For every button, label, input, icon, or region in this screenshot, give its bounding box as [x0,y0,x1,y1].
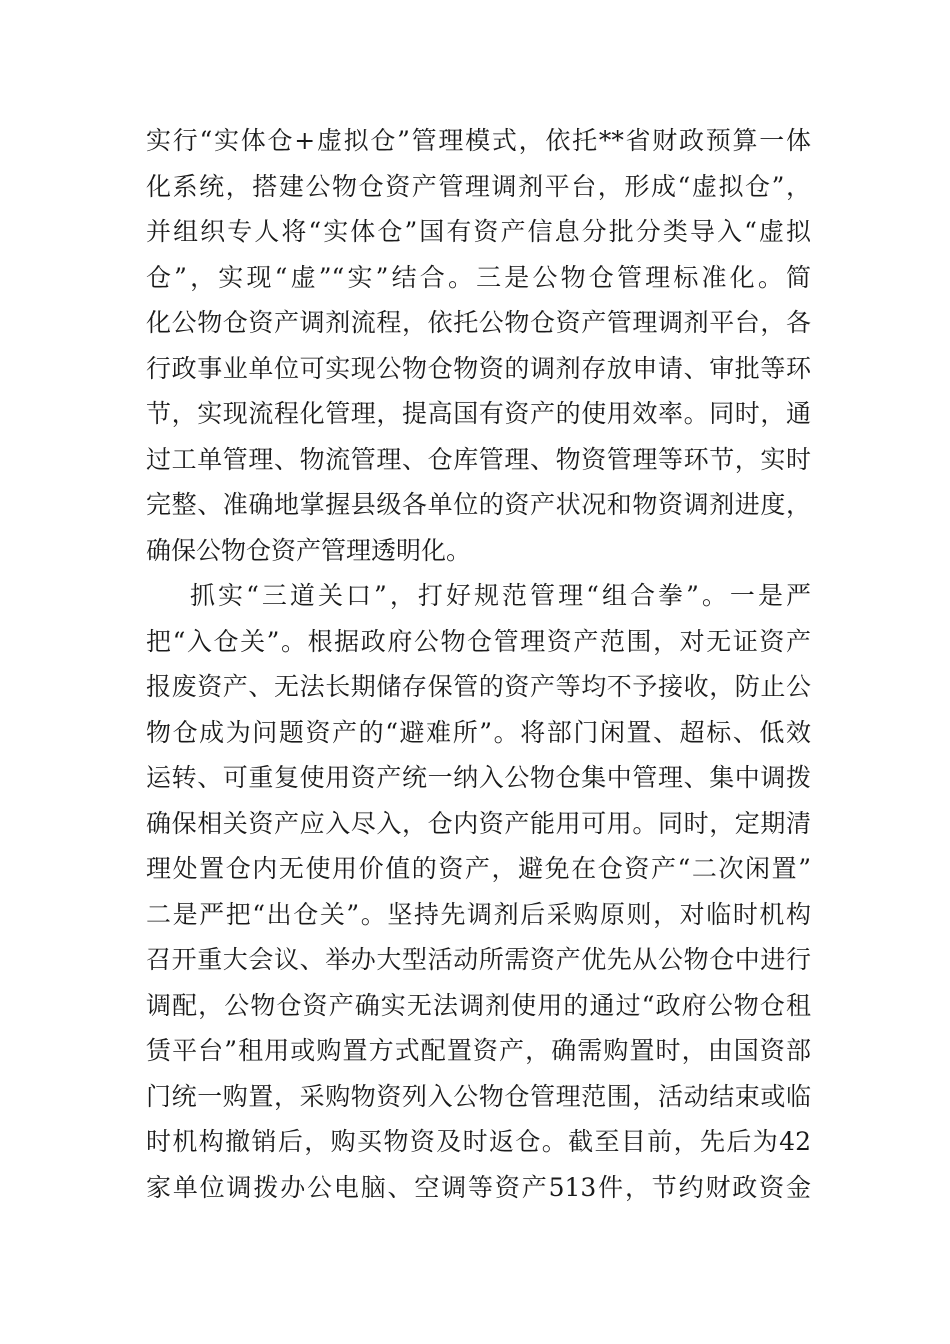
body-text [146,118,811,1210]
text-line: 时机构撤销后，购买物资及时返仓。截至目前，先后为42 [146,1127,811,1156]
text-line: 理处置仓内无使用价值的资产，避免在仓资产“二次闲置” [146,854,811,883]
text-line: 门统一购置，采购物资列入公物仓管理范围，活动结束或临 [146,1081,811,1111]
text-line: 物仓成为问题资产的“避难所”。将部门闲置、超标、低效 [146,717,811,747]
text-line: 仓”，实现“虚”“实”结合。三是公物仓管理标准化。简 [146,262,811,292]
paragraph-end-line: 确保公物仓资产管理透明化。 [146,535,472,565]
text-line: 把“入仓关”。根据政府公物仓管理资产范围，对无证资产 [146,626,811,656]
text-line: 赁平台”租用或购置方式配置资产，确需购置时，由国资部 [146,1036,811,1065]
text-line: 并组织专人将“实体仓”国有资产信息分批分类导入“虚拟 [146,217,811,246]
text-line: 过工单管理、物流管理、仓库管理、物资管理等环节，实时 [146,444,811,474]
text-line: 召开重大会议、举办大型活动所需资产优先从公物仓中进行 [146,945,811,974]
text-line: 节，实现流程化管理，提高国有资产的使用效率。同时，通 [146,399,811,428]
text-line: 运转、可重复使用资产统一纳入公物仓集中管理、集中调拨 [146,763,811,792]
text-line: 二是严把“出仓关”。坚持先调剂后采购原则，对临时机构 [146,899,811,929]
text-line: 行政事业单位可实现公物仓物资的调剂存放申请、审批等环 [146,353,811,383]
text-line: 完整、准确地掌握县级各单位的资产状况和物资调剂进度， [146,490,811,519]
text-line: 化系统，搭建公物仓资产管理调剂平台，形成“虚拟仓”， [146,171,811,201]
paragraph-start-line: 抓实“三道关口”，打好规范管理“组合拳”。一是严 [190,581,811,610]
text-line: 调配，公物仓资产确实无法调剂使用的通过“政府公物仓租 [146,990,811,1020]
text-line: 报废资产、无法长期储存保管的资产等均不予接收，防止公 [146,672,811,701]
text-line: 实行“实体仓+虚拟仓”管理模式，依托**省财政预算一体 [146,126,811,155]
text-line: 化公物仓资产调剂流程，依托公物仓资产管理调剂平台，各 [146,308,811,337]
text-line: 确保相关资产应入尽入，仓内资产能用可用。同时，定期清 [146,808,811,838]
text-line: 家单位调拨办公电脑、空调等资产513件，节约财政资金 [146,1172,811,1202]
